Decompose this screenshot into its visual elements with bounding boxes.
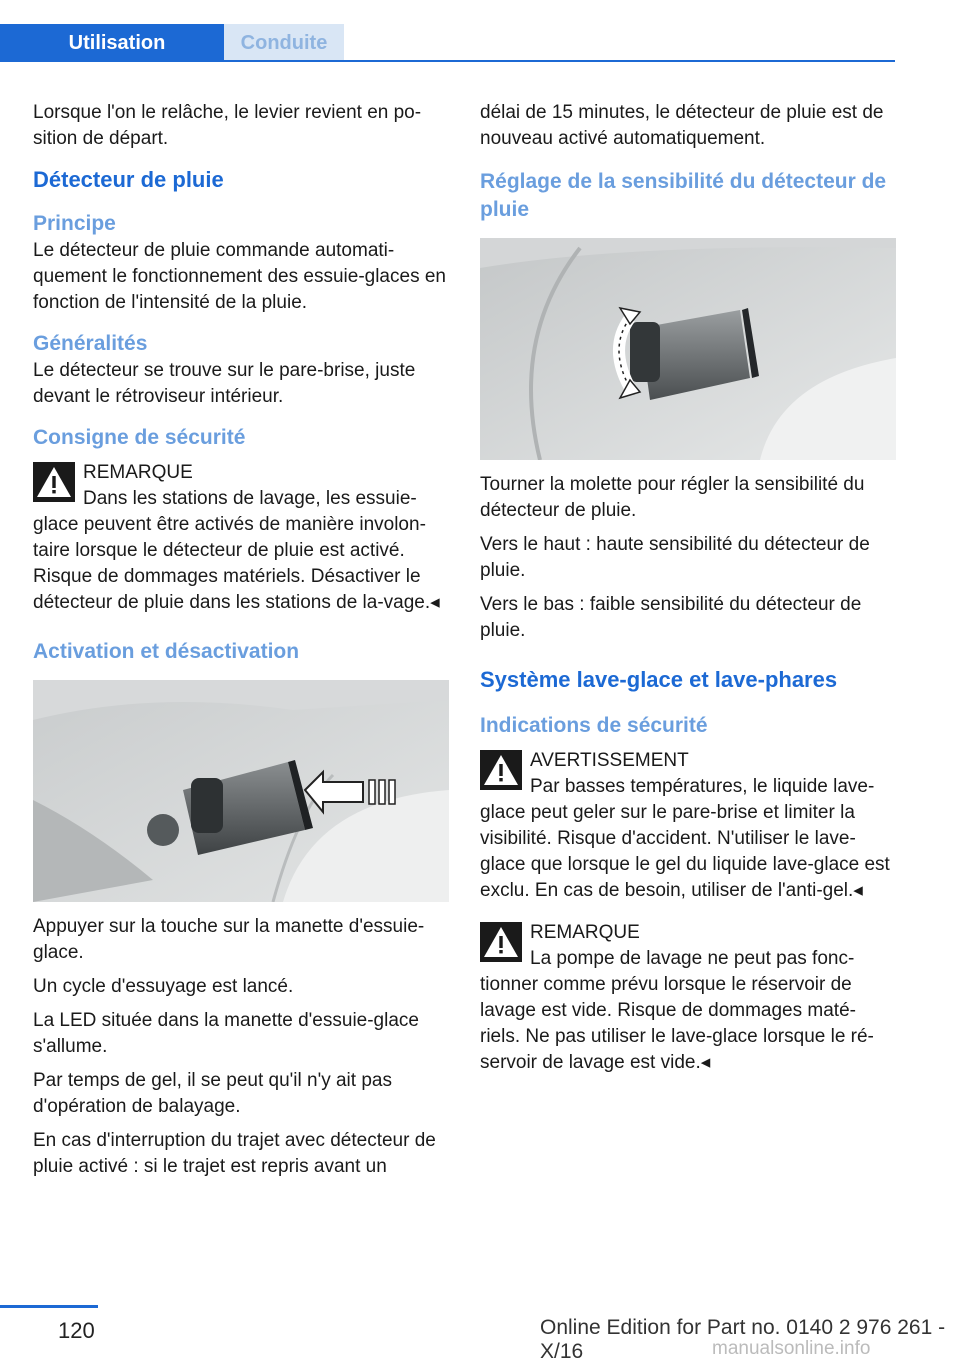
heading-generalites: Généralités [33, 332, 148, 355]
chapter-tabs [0, 0, 895, 62]
warning-icon [480, 922, 522, 962]
heading-safety-indications: Indications de sécurité [480, 714, 708, 737]
sensitivity-text-1: Tourner la molette pour régler la sensibilité du détecteur de pluie. [480, 474, 865, 521]
page-number: 120 [58, 1318, 95, 1343]
wiper-stalk-button-illustration [33, 680, 449, 902]
generalites-text: Le détecteur se trouve sur le pare-brise, juste devant le rétroviseur intérieur. [33, 360, 416, 407]
warning-title: REMARQUE [83, 462, 193, 483]
sensitivity-text-3: Vers le bas : faible sensibilité du détecteur de pluie. [480, 594, 862, 641]
activation-text-2: Un cycle d'essuyage est lancé. [33, 976, 294, 997]
warning-text: La pompe de lavage ne peut pas fonc-tionner comme prévu lorsque le réservoir de lavage est vide. Risque de dommages maté-riels. Ne pas utiliser le lave-glace lorsque le ré-servoir de lavage est vide.◂ [480, 948, 874, 1073]
tab-utilisation[interactable]: Utilisation [0, 24, 224, 62]
warning-icon [33, 462, 75, 502]
tab-conduite[interactable]: Conduite [224, 24, 344, 62]
activation-text-5: En cas d'interruption du trajet avec détecteur de pluie activé : si le trajet est repris avant un [33, 1130, 436, 1177]
warning-block-remarque [480, 920, 896, 1076]
continued-text: délai de 15 minutes, le détecteur de pluie est de nouveau activé automatiquement. [480, 102, 884, 149]
heading-sensitivity: Réglage de la sensibilité du détecteur de pluie [480, 170, 887, 221]
heading-rain-sensor: Détecteur de pluie [33, 167, 224, 192]
activation-text-1: Appuyer sur la touche sur la manette d'essuie-glace. [33, 916, 425, 963]
warning-title: AVERTISSEMENT [530, 750, 689, 771]
activation-text-4: Par temps de gel, il se peut qu'il n'y ait pas d'opération de balayage. [33, 1070, 392, 1117]
warning-title: REMARQUE [530, 922, 640, 943]
watermark: manualsonline.info [712, 1338, 871, 1359]
right-column [480, 100, 896, 1076]
edition-info: Online Edition for Part no. 0140 2 976 261 - X/16 [540, 1316, 946, 1363]
heading-activation: Activation et désactivation [33, 640, 300, 663]
left-column [33, 100, 451, 1188]
warning-text: Par basses températures, le liquide lave-glace peut geler sur le pare-brise et limiter la visibilité. Risque d'accident. N'utiliser le lave-glace que lorsque le gel du liquide lave-glace est exclu. En cas de besoin, utiliser de l'anti-gel.◂ [480, 776, 890, 901]
principe-text: Le détecteur de pluie commande automati-quement le fonctionnement des essuie-glaces en fonction de l'intensité de la pluie. [33, 240, 446, 313]
intro-text: Lorsque l'on le relâche, le levier revient en po-sition de départ. [33, 102, 422, 149]
warning-block [33, 460, 451, 616]
footer-rule [0, 1305, 98, 1308]
activation-text-3: La LED située dans la manette d'essuie-glace s'allume. [33, 1010, 419, 1057]
warning-block-avertissement [480, 748, 896, 904]
sensitivity-wheel-illustration [480, 238, 896, 460]
sensitivity-text-2: Vers le haut : haute sensibilité du détecteur de pluie. [480, 534, 870, 581]
heading-washer-system: Système lave-glace et lave-phares [480, 667, 838, 692]
header-rule [0, 60, 895, 62]
heading-consigne: Consigne de sécurité [33, 426, 246, 449]
heading-principe: Principe [33, 212, 116, 235]
warning-text: Dans les stations de lavage, les essuie-glace peuvent être activés de manière involon-taire lorsque le détecteur de pluie est activé. Risque de dommages matériels. Désactiver le détecteur de pluie dans les stations de la-vage.◂ [33, 488, 440, 613]
warning-icon [480, 750, 522, 790]
